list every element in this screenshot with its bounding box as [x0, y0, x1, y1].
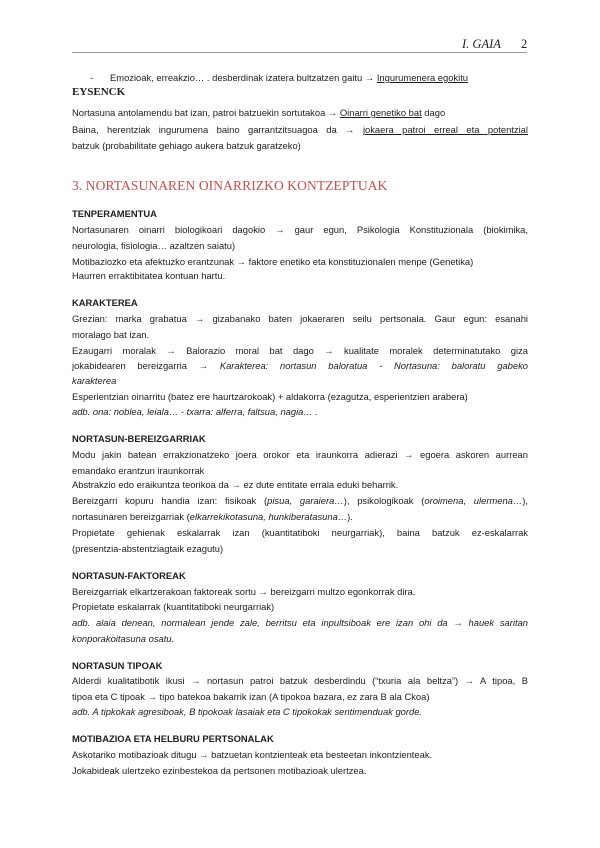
bullet-underlined-text: Ingurumenera egokitu	[376, 72, 469, 83]
motibazioa-heading: MOTIBAZIOA ETA HELBURU PERTSONALAK	[72, 733, 274, 744]
karakterea-line-3: Ezaugarri moralak → Balorazio moral bat dago → kualitate moralek determinatutako giza	[72, 345, 528, 356]
bereizgarriak-line-4-mid: ), psikologikoak (	[343, 495, 425, 506]
eysenck-line-1	[72, 107, 528, 119]
karakterea-line-1: Grezian: marka grabatua → gizabanako baten jokaeraren seilu pertsonala. Gaur egun: esanahi	[72, 313, 528, 324]
bereizgarriak-line-5	[72, 511, 528, 523]
karakterea-line-4	[72, 360, 528, 372]
motibazioa-line-2: Jokabideak ulertzeko ezinbestekoa da pertsonen motibazioak ulertzea.	[72, 765, 367, 776]
karakterea-line-6: Esperientzian oinarritu (batez ere haurtzarokoak) + aldakorra (ezagutza, esperientzien arabera)	[72, 391, 468, 402]
bereizgarriak-line-6: Propietate gehienak eskalarrak izan (kuantitatiboki neurgarriak), baina batzuk ez-eskalarrak	[72, 527, 528, 538]
tenperamentua-line-1: Nortasunaren oinarri biologikoari dagokio → gaur egun, Psikologia Konstituzionala (biokimika,	[72, 224, 528, 235]
karakterea-line-4-text: jokabidearen bereizgarria →	[72, 360, 220, 371]
eysenck-line-1-underlined: Oinarri genetiko bat	[339, 107, 422, 118]
tipoak-line-3: adb. A tipkokak agresiboak, B tipokoak lasaiak eta C tipokokak sentimenduak gorde.	[72, 706, 423, 717]
tipoak-line-1: Alderdi kualitatibotik ikusi → nortasun patroi batzuk desberdindu (“txuria ala beltza”) → A tipoa, B	[72, 675, 528, 686]
header-page-number: 2	[521, 37, 528, 51]
eysenck-line-3: batzuk (probabilitate gehiago aukera batzuk garatzeko)	[72, 140, 301, 151]
faktoreak-line-2: Propietate eskalarrak (kuantitatiboki neurgarriak)	[72, 601, 275, 612]
bereizgarriak-line-4-italic-2: oroimena, ulermena…	[424, 495, 523, 506]
faktoreak-heading: NORTASUN-FAKTOREAK	[72, 570, 186, 581]
tenperamentua-heading: TENPERAMENTUA	[72, 208, 157, 219]
bullet-text: Emozioak, erreakzio… . desberdinak izatera bultzatzen gaitu →	[110, 72, 377, 83]
faktoreak-line-1: Bereizgarriak elkartzerakoan faktoreak sortu → bereizgarri multzo egonkorrak dira.	[72, 586, 416, 597]
karakterea-line-2: moralago bat izan.	[72, 329, 150, 340]
bereizgarriak-line-4-italic-1: pisua, garaiera…	[267, 495, 344, 506]
eysenck-line-1-text: Nortasuna antolamendu bat izan, patroi batzuekin sortutakoa →	[72, 107, 340, 118]
bereizgarriak-line-5-end: ).	[347, 511, 353, 522]
section-heading: 3. NORTASUNAREN OINARRIZKO KONTZEPTUAK	[72, 178, 388, 193]
tenperamentua-line-3: Motibaziozko eta afektuzko erantzunak → faktore enetiko eta konstituzionalen menpe (Genetika)	[72, 256, 474, 267]
bullet-marker: -	[90, 72, 94, 83]
eysenck-line-1-end: dago	[421, 107, 446, 118]
bereizgarriak-line-4	[72, 495, 528, 507]
bereizgarriak-line-5-text: nortasunaren bereizgarriak (	[72, 511, 190, 522]
karakterea-line-5: karakterea	[72, 375, 117, 386]
faktoreak-line-4: konporakoitasuna osatu.	[72, 633, 175, 644]
bereizgarriak-line-4-text: Bereizgarri kopuru handia izan: fisikoak (	[72, 495, 268, 506]
header-rule	[72, 52, 527, 53]
faktoreak-line-3: adb. alaia denean, normalean jende zale, berritsu eta inpultsiboak ere izan ohi da → hauek saritan	[72, 617, 528, 628]
eysenck-line-2-text: Baina, herentziak ingurumena baino garrantzitsuagoa da →	[72, 124, 363, 135]
motibazioa-line-1: Askotariko motibazioak ditugu → batzuetan kontzienteak eta besteetan inkontzienteak.	[72, 749, 433, 760]
bereizgarriak-heading: NORTASUN-BEREIZGARRIAK	[72, 433, 206, 444]
karakterea-heading: KARAKTEREA	[72, 297, 138, 308]
karakterea-line-7: adb. ona: noblea, leiala… - txarra: alferra, faltsua, nagia… .	[72, 406, 318, 417]
tipoak-line-2: tipoa eta C tipoak → tipo batekoa bakarrik izan (A tipokoa bazara, ez zara B ala Ckoa)	[72, 691, 430, 702]
header-chapter-title: I. GAIA	[462, 37, 501, 51]
eysenck-heading: EYSENCK	[72, 86, 126, 98]
bereizgarriak-line-5-italic: elkarrekikotasuna, hunkiberatasuna…	[189, 511, 348, 522]
karakterea-line-4-italic: Karakterea: nortasun baloratua - Nortasuna: baloratu gabeko	[219, 360, 528, 371]
eysenck-line-2	[72, 124, 528, 136]
eysenck-line-2-underlined: jokaera patroi erreal eta potentzial	[362, 124, 528, 135]
bereizgarriak-line-2: emandako erantzun iraunkorrak	[72, 465, 205, 476]
bereizgarriak-line-4-end: ),	[522, 495, 529, 506]
tenperamentua-line-4: Haurren erraktibitatea kontuan hartu.	[72, 270, 226, 281]
tenperamentua-line-2: neurologia, fisiologia… azaltzen saiatu)	[72, 240, 236, 251]
bereizgarriak-line-7: (presentzia-abstentziagtaik ezagutu)	[72, 543, 224, 554]
bereizgarriak-line-1: Modu jakin batean errakzionatzeko joera orokor eta iraunkorra adierazi → egoera askoren aurrean	[72, 449, 528, 460]
bereizgarriak-line-3: Abstrakzio edo eraikuntza teorikoa da → ez dute entitate errala eduki beharrik.	[72, 479, 399, 490]
tipoak-heading: NORTASUN TIPOAK	[72, 660, 163, 671]
